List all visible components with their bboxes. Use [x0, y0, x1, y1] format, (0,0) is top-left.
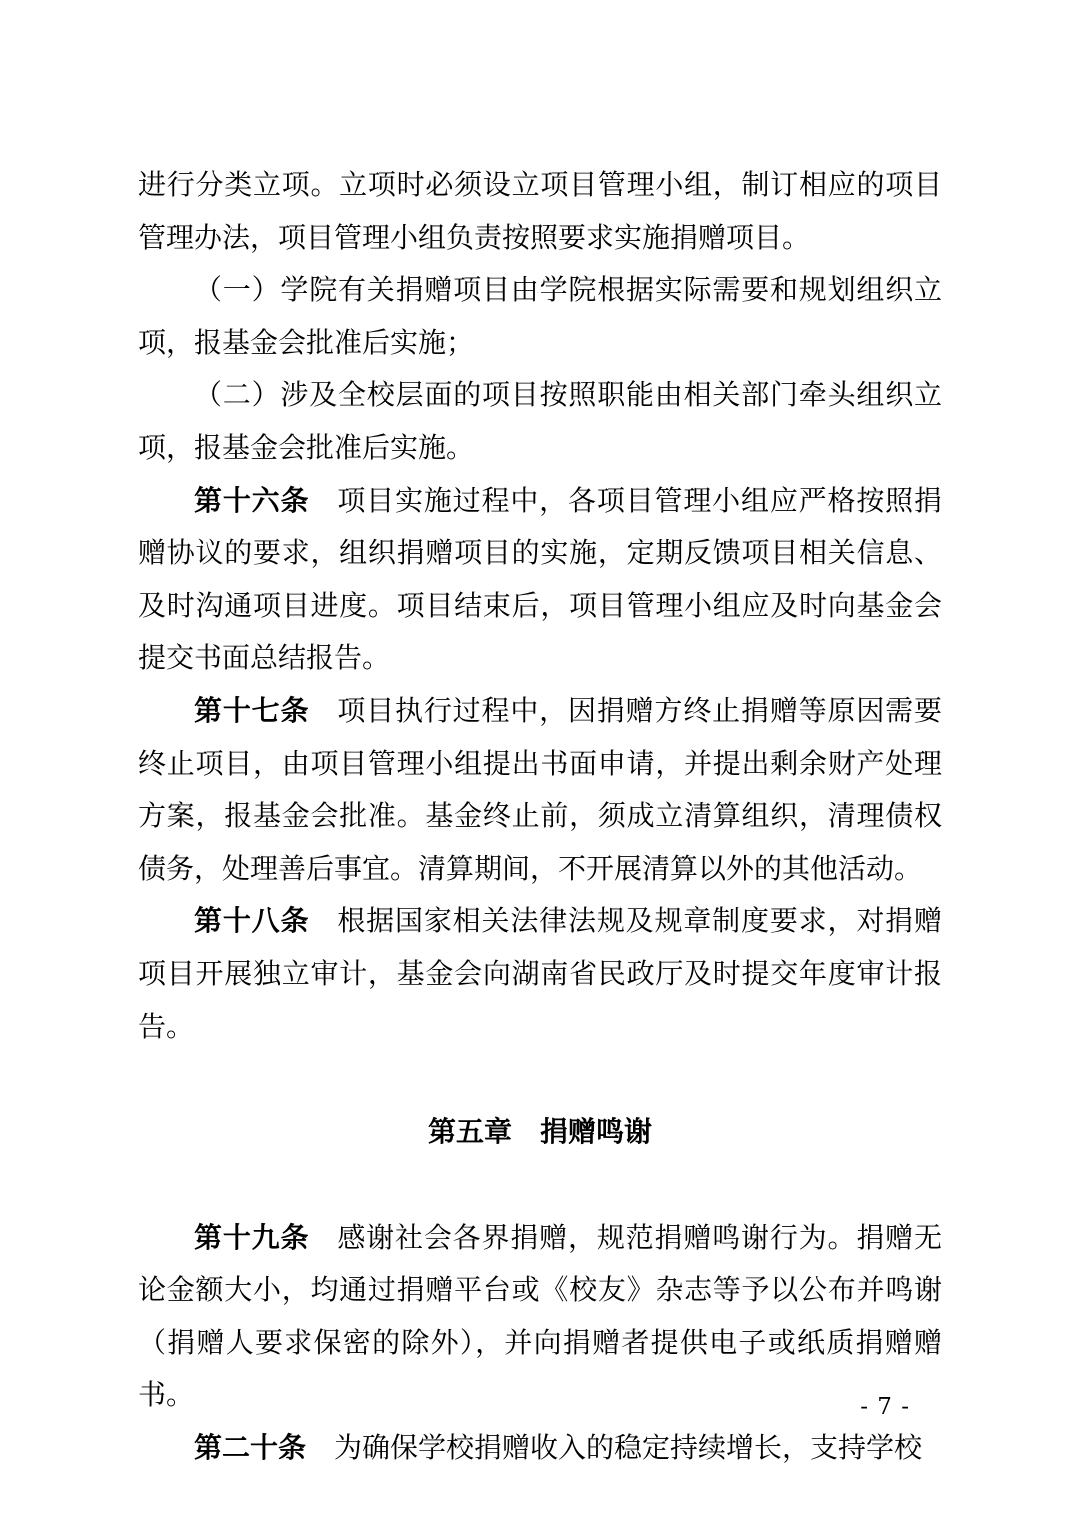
article-18-number: 第十八条 [194, 904, 310, 938]
article-16 [138, 475, 942, 685]
article-16-text: 项目实施过程中，各项目管理小组应严格按照捐赠协议的要求，组织捐赠项目的实施，定期反馈项目相关信息、及时沟通项目进度。项目结束后，项目管理小组应及时向基金会提交书面总结报告。 [138, 483, 942, 675]
article-20-number: 第二十条 [194, 1431, 307, 1465]
article-16-number: 第十六条 [194, 483, 310, 517]
article-19-text: 感谢社会各界捐赠，规范捐赠鸣谢行为。捐赠无论金额大小，均通过捐赠平台或《校友》杂志等予以公布并鸣谢（捐赠人要求保密的除外），并向捐赠者提供电子或纸质捐赠赠书。 [138, 1220, 942, 1412]
list-item-one: （一）学院有关捐赠项目由学院根据实际需要和规划组织立项，报基金会批准后实施； [138, 273, 942, 359]
article-18-text: 根据国家相关法律法规及规章制度要求，对捐赠项目开展独立审计，基金会向湖南省民政厅及时提交年度审计报告。 [138, 904, 942, 1043]
chapter-title: 捐赠鸣谢 [540, 1115, 653, 1149]
document-body [138, 159, 942, 1475]
article-20 [138, 1422, 942, 1475]
list-item-two: （二）涉及全校层面的项目按照职能由相关部门牵头组织立项，报基金会批准后实施。 [138, 378, 942, 464]
paragraph-continuation: 进行分类立项。立项时必须设立项目管理小组，制订相应的项目管理办法，项目管理小组负责按照要求实施捐赠项目。 [138, 168, 942, 254]
chapter-number: 第五章 [427, 1115, 512, 1149]
article-17-number: 第十七条 [194, 693, 310, 727]
article-20-text: 为确保学校捐赠收入的稳定持续增长，支持学校 [334, 1431, 923, 1465]
chapter-heading [138, 1106, 942, 1159]
article-17-text: 项目执行过程中，因捐赠方终止捐赠等原因需要终止项目，由项目管理小组提出书面申请，并提出剩余财产处理方案，报基金会批准。基金终止前，须成立清算组织，清理债权债务，处理善后事宜。清算期间，不开展清算以外的其他活动。 [138, 693, 942, 885]
article-19-number: 第十九条 [194, 1220, 310, 1254]
page-number: - 7 - [860, 1394, 910, 1420]
article-19 [138, 1212, 942, 1422]
article-17 [138, 685, 942, 895]
article-18 [138, 895, 942, 1053]
